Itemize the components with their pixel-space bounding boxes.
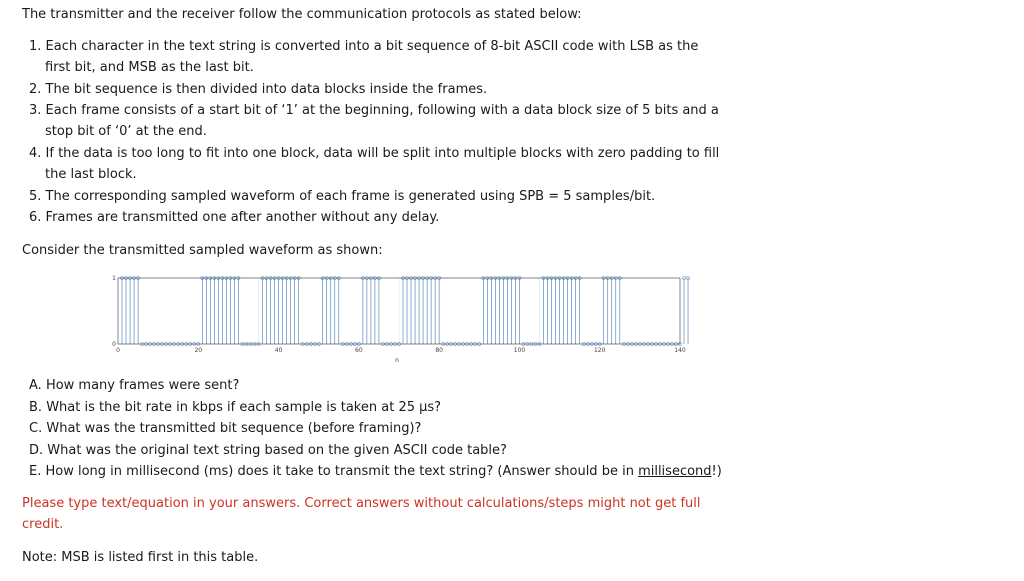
rule-4-cont: the last block. <box>45 167 137 182</box>
millisecond-underlined: millisecond <box>638 464 712 479</box>
rule-1: 1. Each character in the text string is converted into a bit sequence of 8-bit ASCII code with LSB as the <box>29 39 699 54</box>
x-tick-label: 60 <box>355 347 363 354</box>
rule-5: 5. The corresponding sampled waveform of each frame is generated using SPB = 5 samples/bit. <box>29 189 656 204</box>
x-tick-label: 80 <box>435 347 443 354</box>
y-tick-label: 0 <box>112 341 116 348</box>
x-tick-label: 140 <box>674 347 686 354</box>
waveform-stem-plot <box>108 272 690 370</box>
rule-3-cont: stop bit of ‘0’ at the end. <box>45 124 207 139</box>
x-axis-label: n <box>395 357 399 364</box>
answer-instruction-cont: credit. <box>22 517 64 532</box>
x-tick-label: 100 <box>513 347 526 354</box>
x-tick-label: 0 <box>116 347 120 354</box>
intro-text: The transmitter and the receiver follow the communication protocols as stated below: <box>22 7 582 22</box>
msb-note: Note: MSB is listed first in this table. <box>22 550 259 565</box>
x-tick-label: 20 <box>194 347 203 354</box>
question-e: E. How long in millisecond (ms) does it take to transmit the text string? (Answer should be in millisecond!) <box>29 464 722 479</box>
rule-6: 6. Frames are transmitted one after another without any delay. <box>29 210 440 225</box>
x-tick-label: 120 <box>593 347 606 354</box>
rule-1-cont: first bit, and MSB as the last bit. <box>45 60 254 75</box>
question-c: C. What was the transmitted bit sequence (before framing)? <box>29 421 422 436</box>
rule-2: 2. The bit sequence is then divided into data blocks inside the frames. <box>29 82 488 97</box>
y-tick-label: 1 <box>112 275 116 282</box>
question-a: A. How many frames were sent? <box>29 378 240 393</box>
rule-4: 4. If the data is too long to fit into one block, data will be split into multiple blocks with zero padding to fill <box>29 146 720 161</box>
rule-3: 3. Each frame consists of a start bit of ‘1’ at the beginning, following with a data block size of 5 bits and a <box>29 103 719 118</box>
question-d: D. What was the original text string based on the given ASCII code table? <box>29 443 507 458</box>
answer-instruction: Please type text/equation in your answers. Correct answers without calculations/steps might not get full <box>22 496 701 511</box>
consider-text: Consider the transmitted sampled waveform as shown: <box>22 243 383 258</box>
x-tick-label: 40 <box>274 347 283 354</box>
question-b: B. What is the bit rate in kbps if each sample is taken at 25 µs? <box>29 400 442 415</box>
